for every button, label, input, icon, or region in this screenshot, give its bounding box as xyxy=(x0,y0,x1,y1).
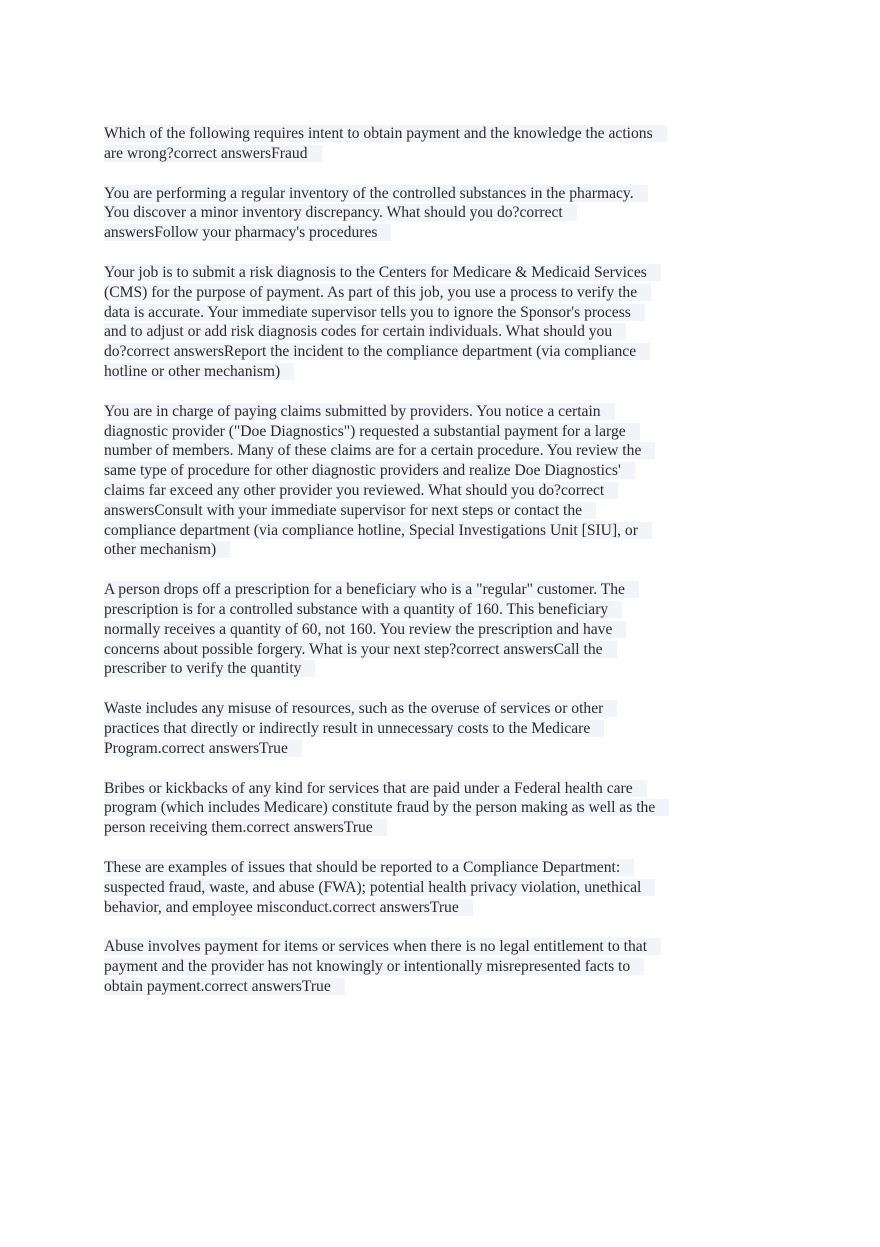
text-line: prescriber to verify the quantity xyxy=(104,660,315,677)
text-line: program (which includes Medicare) constitute fraud by the person making as well as the xyxy=(104,799,669,816)
qa-item-4 xyxy=(104,402,784,560)
text-line: do?correct answersReport the incident to the compliance department (via compliance xyxy=(104,343,650,360)
text-line: concerns about possible forgery. What is your next step?correct answersCall the xyxy=(104,641,617,658)
text-line: data is accurate. Your immediate supervisor tells you to ignore the Sponsor's process xyxy=(104,304,645,321)
text-line: are wrong?correct answersFraud xyxy=(104,145,322,162)
text-line: prescription is for a controlled substance with a quantity of 160. This beneficiary xyxy=(104,601,622,618)
qa-item-7 xyxy=(104,779,784,838)
text-line: same type of procedure for other diagnostic providers and realize Doe Diagnostics' xyxy=(104,462,635,479)
qa-item-1 xyxy=(104,124,784,164)
text-line: (CMS) for the purpose of payment. As part of this job, you use a process to verify the xyxy=(104,284,651,301)
text-line: These are examples of issues that should be reported to a Compliance Department: xyxy=(104,859,634,876)
qa-item-2 xyxy=(104,184,784,243)
text-line: Waste includes any misuse of resources, such as the overuse of services or other xyxy=(104,700,617,717)
text-line: Abuse involves payment for items or services when there is no legal entitlement to that xyxy=(104,938,661,955)
text-line: You are in charge of paying claims submitted by providers. You notice a certain xyxy=(104,403,615,420)
text-line: suspected fraud, waste, and abuse (FWA); potential health privacy violation, unethical xyxy=(104,879,655,896)
text-line: payment and the provider has not knowingly or intentionally misrepresented facts to xyxy=(104,958,644,975)
text-line: practices that directly or indirectly result in unnecessary costs to the Medicare xyxy=(104,720,604,737)
text-line: diagnostic provider ("Doe Diagnostics") requested a substantial payment for a large xyxy=(104,423,640,440)
text-line: normally receives a quantity of 60, not 160. You review the prescription and have xyxy=(104,621,626,638)
text-line: You are performing a regular inventory of the controlled substances in the pharmacy. xyxy=(104,185,648,202)
qa-item-9 xyxy=(104,937,784,996)
text-line: person receiving them.correct answersTrue xyxy=(104,819,387,836)
text-line: claims far exceed any other provider you reviewed. What should you do?correct xyxy=(104,482,618,499)
qa-item-8 xyxy=(104,858,784,917)
text-line: Bribes or kickbacks of any kind for services that are paid under a Federal health care xyxy=(104,780,647,797)
qa-item-6 xyxy=(104,699,784,758)
text-line: Program.correct answersTrue xyxy=(104,740,302,757)
text-line: and to adjust or add risk diagnosis codes for certain individuals. What should you xyxy=(104,323,626,340)
document-content xyxy=(104,124,784,1017)
text-line: A person drops off a prescription for a beneficiary who is a "regular" customer. The xyxy=(104,581,639,598)
text-line: number of members. Many of these claims are for a certain procedure. You review the xyxy=(104,442,655,459)
text-line: other mechanism) xyxy=(104,541,230,558)
text-line: answersConsult with your immediate supervisor for next steps or contact the xyxy=(104,502,596,519)
text-line: answersFollow your pharmacy's procedures xyxy=(104,224,391,241)
text-line: hotline or other mechanism) xyxy=(104,363,294,380)
text-line: compliance department (via compliance hotline, Special Investigations Unit [SIU], or xyxy=(104,522,652,539)
text-line: Which of the following requires intent to obtain payment and the knowledge the actions xyxy=(104,125,667,142)
qa-item-5 xyxy=(104,580,784,679)
qa-item-3 xyxy=(104,263,784,382)
text-line: obtain payment.correct answersTrue xyxy=(104,978,345,995)
text-line: You discover a minor inventory discrepancy. What should you do?correct xyxy=(104,204,577,221)
text-line: Your job is to submit a risk diagnosis to the Centers for Medicare & Medicaid Services xyxy=(104,264,661,281)
text-line: behavior, and employee misconduct.correct answersTrue xyxy=(104,899,473,916)
